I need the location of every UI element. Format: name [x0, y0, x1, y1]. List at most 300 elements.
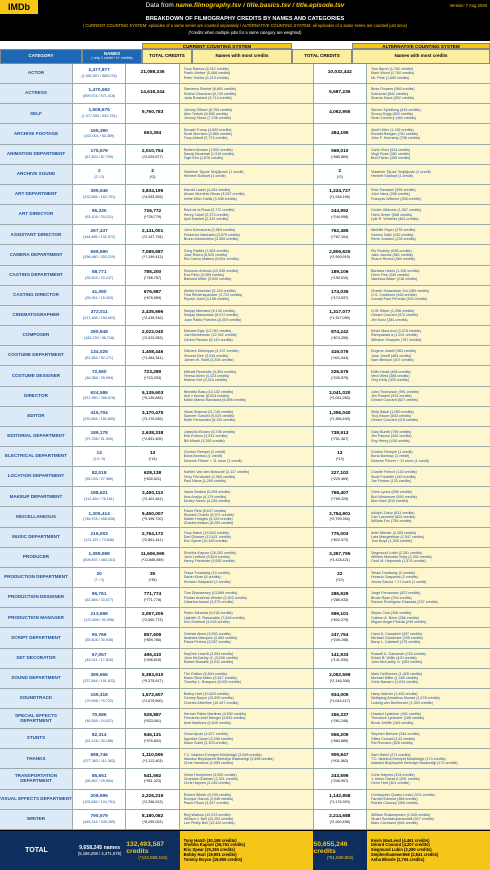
alternative-total: 256,337 — [331, 713, 349, 719]
alternative-top-name: John McCarthy Jr. (403 credits) — [370, 660, 423, 665]
current-top-name: T.C. Istanbul Emniyet Müdürlügü (3,698 credits) — [183, 752, 262, 757]
category-label: EDITOR — [0, 407, 73, 426]
table-row — [0, 346, 490, 366]
total-current-name: Tommy Boyce (19,905 credits) — [183, 856, 243, 862]
current-top-name: Shobha Kapoor (26,303 credits) — [183, 550, 237, 555]
names-count: 85,651 — [91, 773, 107, 779]
names-count-cell — [73, 467, 126, 486]
imdb-logo: IMDb — [0, 0, 38, 14]
names-count: 389,666 — [90, 672, 108, 678]
alternative-top-names — [367, 729, 490, 748]
alternative-top-name: Gene Hart (301 credits) — [370, 781, 410, 786]
table-row — [0, 145, 490, 165]
names-count: 41,080 — [91, 289, 107, 295]
alternative-weighted-total: (*874,255) — [331, 335, 349, 340]
current-top-name: Horacio Gasparini (2 credits) — [183, 579, 231, 584]
table-row — [0, 507, 490, 527]
current-total-cell — [126, 64, 179, 83]
alternative-top-name: Carl Laemmle (822 credits) — [370, 514, 416, 519]
alternative-total-cell — [314, 528, 367, 547]
current-top-name: Bill Mirarh (3,260 credits) — [183, 438, 225, 443]
alternative-top-name: Hans Dreier (568 credits) — [370, 212, 413, 217]
names-count-cell — [73, 528, 126, 547]
alternative-top-name: Cedric Gibbons (1,057 credits) — [370, 208, 421, 213]
current-top-name: Sameer Gandhi (9,020 credits) — [183, 414, 235, 419]
current-top-name: Karlien Van den Bossche (2,117 credits) — [183, 470, 250, 475]
current-top-name: Marina Viet (4,310 credits) — [183, 378, 227, 383]
alternative-top-name: Barry L. Caldwell (175 credits) — [370, 640, 421, 645]
current-total: 857,608 — [143, 632, 162, 638]
alternative-top-name: John F. Kennedy (708 credits) — [370, 136, 420, 141]
names-breakdown: (87,820 / 87,759) — [85, 154, 114, 159]
current-total-cell — [126, 769, 179, 788]
current-top-name: Dan Glosser (12,621 credits) — [183, 535, 231, 540]
names-count-cell — [73, 487, 126, 506]
alternative-top-names — [367, 104, 490, 123]
total-row — [0, 830, 490, 870]
alternative-weighted-total: (*244,998) — [331, 215, 349, 220]
alternative-top-name: Vanessa Baker (218 credits) — [370, 277, 418, 282]
current-top-name: Walter Hodges (6,339 credits) — [183, 517, 233, 522]
alternative-weighted-total: (*22) — [335, 577, 344, 582]
alternative-top-names — [367, 185, 490, 204]
alternative-total-cell — [314, 64, 367, 83]
table-row — [0, 548, 490, 568]
alternative-top-name: Patrick Clancey (365 credits) — [370, 801, 419, 806]
total-alternative-weighted: (*51,509,962) — [326, 855, 354, 860]
alternative-total: 141,933 — [331, 652, 349, 658]
alternative-top-name: Sharon Kane (802 credits) — [370, 95, 415, 100]
alternative-total: 2,041,020 — [329, 390, 351, 396]
alternative-top-name: Gérard Courant (470 credits) — [370, 313, 419, 318]
alternative-total-cell — [314, 447, 367, 466]
names-count-cell — [73, 608, 126, 627]
current-top-name: Don Endrinal (4,518 credits) — [183, 619, 230, 624]
alternative-top-names — [367, 366, 490, 385]
alternative-top-names — [367, 165, 490, 184]
current-top-name: Bruno Alexandrino (3,556 credits) — [183, 236, 239, 241]
category-label: PRODUCTION MANAGER — [0, 608, 73, 627]
alternative-top-name: Scott Fredette (140 credits) — [370, 474, 416, 479]
names-count: 415,704 — [90, 410, 108, 416]
alternative-weighted-total: (*585,869) — [331, 154, 349, 159]
alternative-top-name: Ramón Rodríguez Granada (237 credits) — [370, 599, 438, 604]
current-top-name: James W. Swift (3,304 credits) — [183, 357, 234, 362]
current-top-name: Bona Bonisso (1 credit) — [183, 454, 223, 459]
current-total-cell — [126, 225, 179, 244]
alternative-top-name: Lata Mangeshkar (1,547 credits) — [370, 535, 425, 540]
alternative-top-names — [367, 266, 490, 285]
names-breakdown: (122,698 / 90,995) — [84, 618, 115, 623]
alternative-top-names — [367, 487, 490, 506]
current-top-name: Greg Padilla (7,654 credits) — [183, 248, 229, 253]
table-row — [0, 84, 490, 104]
alternative-total-cell — [314, 346, 367, 365]
table-row — [0, 407, 490, 427]
alternative-top-names — [367, 245, 490, 264]
category-label: ART DEPARTMENT — [0, 185, 73, 204]
current-system-header: CURRENT COUNTING SYSTEM — [142, 43, 292, 49]
current-total: 2 — [151, 168, 154, 174]
current-weighted-total: (*11,685,589) — [141, 557, 164, 562]
current-top-name: Victor Humphries (3,550 credits) — [183, 772, 237, 777]
alternative-top-names — [367, 790, 490, 809]
alternative-top-names — [367, 84, 490, 103]
category-label: VISUAL EFFECTS DEPARTMENT — [0, 790, 73, 809]
names-breakdown: (103,845 / 104,751) — [83, 799, 116, 804]
current-total: 2,638,338 — [141, 430, 164, 436]
category-label: MUSIC DEPARTMENT — [0, 528, 73, 547]
alternative-weighted-total: (*769,229) — [331, 497, 349, 502]
current-top-name: Mario Soleil (3,103 credits) — [183, 740, 228, 745]
alternative-top-names — [367, 205, 490, 224]
current-weighted-total: (*496,815) — [143, 658, 162, 663]
table-row — [0, 810, 490, 830]
current-total-cell — [126, 810, 179, 829]
alternative-total-cell — [314, 245, 367, 264]
alternative-total: 1,356,040 — [329, 410, 351, 416]
alternative-total-cell — [314, 669, 367, 688]
alternative-top-name: Marc Cochrane (664 credits) — [370, 821, 418, 826]
alternative-weighted-total: (*584,885) — [331, 739, 349, 744]
alternative-top-name: Jorge Fernández (523 credits) — [370, 591, 421, 596]
current-top-names — [180, 709, 314, 728]
alternative-total-cell — [314, 487, 367, 506]
category-label: ASSISTANT DIRECTOR — [0, 225, 73, 244]
table-row — [0, 689, 490, 709]
current-weighted-total: (*2,029,677) — [142, 154, 163, 159]
total-current-top-names — [180, 831, 314, 870]
alternative-weighted-total: (*911,562) — [331, 759, 349, 764]
total-names — [73, 831, 126, 870]
alternative-top-name: John Thompson (991 credits) — [370, 389, 419, 394]
alternative-top-name: Carol A. Campbell (437 credits) — [370, 631, 423, 636]
names-count: 82,314 — [91, 733, 107, 739]
current-weighted-total: (*676,989) — [143, 295, 162, 300]
current-top-name: Alex Trebek (8,555 credits) — [183, 111, 228, 116]
alternative-total-cell — [314, 769, 367, 788]
alternative-top-name: Horacio Gasparini (2 credits) — [370, 575, 418, 580]
current-top-names — [180, 64, 314, 83]
names-count: 2,477,877 — [88, 68, 110, 74]
category-label: COSTUME DESIGNER — [0, 366, 73, 385]
current-top-name: Pedro Miranda (9,018 credits) — [183, 611, 233, 616]
alternative-total: 2,052,599 — [329, 672, 351, 678]
current-weighted-total: (*2) — [149, 174, 156, 179]
current-top-name: Frank Welker (5,468 credits) — [183, 71, 231, 76]
current-total-cell — [126, 84, 179, 103]
alternative-top-name: William Nicholas Selig (2,492 credits) — [370, 555, 432, 560]
current-total-cell — [126, 689, 179, 708]
alternative-top-name: Theodore Lydecker (188 credits) — [370, 716, 425, 721]
alternative-weighted-total: (*174,037) — [331, 295, 349, 300]
current-top-names — [180, 649, 314, 668]
total-current-name: Bobby Hart (19,951 credits) — [183, 851, 237, 857]
alternative-top-name: Adolph Zukor (831 credits) — [370, 510, 415, 515]
alternative-top-name: Pat Romano (528 credits) — [370, 740, 413, 745]
current-weighted-total: (*859,766) — [143, 638, 162, 643]
alternative-top-name: Gordon Rempel (1 credit) — [370, 450, 413, 455]
current-total-cell — [126, 205, 179, 224]
names-breakdown: (46,559 / 24,027) — [85, 718, 114, 723]
current-top-name: Sandy Benenati (1,916 credits) — [183, 152, 235, 157]
current-top-name: Eva Pinto (3,959 credits) — [183, 273, 225, 278]
table-row — [0, 245, 490, 265]
alternative-total-cell — [314, 407, 367, 426]
current-top-name: Richard Charlin (6,971 credits) — [183, 512, 234, 517]
current-weighted-total: (*533,061) — [143, 718, 162, 723]
current-names-header: Names with most credits — [192, 49, 292, 64]
current-top-name: Henry Lickel (2,373 credits) — [183, 212, 229, 217]
names-count: 175,579 — [90, 148, 108, 154]
alternative-top-name: Melville Shyer (375 credits) — [370, 228, 416, 233]
names-breakdown: (609,837 / 480,161) — [83, 557, 116, 562]
current-top-name: John McCarthy Jr. (3,036 credits) — [183, 655, 239, 660]
names-count-cell — [73, 790, 126, 809]
current-top-name: Scott Morrison (2,869 credits) — [183, 131, 233, 136]
current-weighted-total: (*2,060,773) — [142, 618, 163, 623]
total-alternative-name: Stephenhammer666 (2,841 credits) — [370, 851, 439, 857]
alternative-top-name: Sam Raimi (271 credits) — [370, 752, 411, 757]
alternative-top-name: Jenna Saccia + 17 more (1 credit) — [370, 579, 427, 584]
current-weighted-total: (*976,802) — [143, 739, 162, 744]
current-top-names — [180, 427, 314, 446]
category-label: THANKS — [0, 749, 73, 768]
alternative-total-cell — [314, 104, 367, 123]
table-row — [0, 729, 490, 749]
names-breakdown: (112,460 / 76,161) — [84, 497, 115, 502]
current-total-cell — [126, 165, 179, 184]
alternative-top-name: Bess Flowers (956 credits) — [370, 87, 415, 92]
alternative-total: 227,102 — [331, 471, 349, 477]
current-weighted-total: (*2,435,916) — [142, 315, 163, 320]
alternative-top-name: Tessa Treadway (2 credits) — [370, 571, 416, 576]
alternative-top-name: Shiiji Sakai (1,050 credits) — [370, 409, 414, 414]
alternative-total-cell — [314, 326, 367, 345]
current-total-cell — [126, 447, 179, 466]
alternative-top-name: Edwin B. Willis (420 credits) — [370, 655, 417, 660]
alternative-top-name: Carlo Vinci (434 credits) — [370, 147, 411, 152]
current-total: 946,131 — [143, 733, 162, 739]
current-top-names — [180, 608, 314, 627]
names-count: 165,390 — [90, 128, 108, 134]
names-breakdown: (396,480 / 303,210) — [83, 255, 116, 260]
current-top-name: Johnny Olson (7,236 credits) — [183, 116, 231, 121]
alternative-total: 599,101 — [331, 612, 349, 618]
names-breakdown: (81,854 / 52,171) — [85, 356, 114, 361]
current-top-names — [180, 387, 314, 406]
current-top-names — [180, 306, 314, 325]
current-top-name: Anil v Kumar (8,513 credits) — [183, 393, 230, 398]
alternative-weighted-total: (*1,248,196) — [329, 194, 350, 199]
current-weighted-total: (*7,199,413) — [142, 255, 163, 260]
current-top-names — [180, 729, 314, 748]
alternative-weighted-total: (*2,041,263) — [329, 396, 350, 401]
names-count: 280,948 — [90, 330, 108, 336]
alternative-top-name: Adolf Hitler (1,135 credits) — [370, 127, 414, 132]
alternative-top-names — [367, 568, 490, 587]
alternative-top-name: Chris Haynes (434 credits) — [370, 772, 415, 777]
alternative-weighted-total: (*261,246) — [331, 718, 349, 723]
current-top-name: Teresa Alves (4,323 credits) — [183, 373, 230, 378]
alternative-top-names — [367, 608, 490, 627]
category-rows — [0, 64, 490, 830]
alternative-top-names — [367, 145, 490, 164]
names-count-cell — [73, 346, 126, 365]
alternative-top-names — [367, 306, 490, 325]
alternative-top-name: William Shakespeare (1,545 credits) — [370, 812, 431, 817]
current-top-name: Sanjay Memane (6,130 credits) — [183, 309, 236, 314]
version-label: Version: 7 Aug 2020 — [449, 3, 487, 8]
category-label: MISCELLANEOUS — [0, 507, 73, 526]
alternative-total: 874,242 — [331, 330, 349, 336]
current-weighted-total: (*2,401,461) — [142, 497, 163, 502]
alternative-total-cell — [314, 628, 367, 647]
alternative-top-names — [367, 548, 490, 567]
current-top-name: Ariel Martinez (4,645 credits) — [183, 720, 231, 725]
names-count-cell — [73, 669, 126, 688]
names-breakdown: (54,033 / 27,985) — [85, 477, 114, 482]
current-total: 35 — [149, 572, 156, 578]
total-names-count: 9,658,245 names — [79, 845, 121, 851]
alternative-top-name: Deanne Flinzer + 11 more (1 credit) — [370, 458, 430, 463]
alternative-top-name: William Fox (754 credits) — [370, 519, 412, 524]
total-alternative-count: 50,655,246 credits — [313, 841, 348, 855]
current-top-name: Sarah Khan (6 credits) — [183, 575, 221, 580]
alternative-top-name: G.W. Bitzer (1,256 credits) — [370, 309, 415, 314]
alternative-top-name: Ludwig van Beethoven (1,393 credits) — [370, 700, 433, 705]
alternative-total: 286,929 — [331, 592, 349, 598]
current-weighted-total: (*13) — [148, 456, 157, 461]
alternative-weighted-total: (*751,387) — [331, 436, 349, 441]
current-total: 2,226,219 — [141, 793, 164, 799]
current-top-name: Fernando Ariel Mengel (4,632 credits) — [183, 716, 246, 721]
current-top-name: Omar Apolo (4,677 credits) — [183, 732, 228, 737]
current-total-cell — [126, 548, 179, 567]
alternative-top-name: Bona Bonisso (1 credit) — [370, 454, 410, 459]
alternative-weighted-total: (*767,104) — [331, 235, 349, 240]
current-weighted-total: (*771,778) — [143, 598, 162, 602]
current-total-cell — [126, 326, 179, 345]
alternative-weighted-total: (*2,146,306) — [329, 678, 350, 683]
alternative-top-names — [367, 810, 490, 829]
alternative-total: 2,214,688 — [329, 813, 351, 819]
current-total: 771,774 — [143, 592, 162, 598]
names-count-cell — [73, 387, 126, 406]
current-total: 628,138 — [143, 471, 162, 477]
alternative-top-name: Kevin MacLeod (3,378 credits) — [370, 329, 421, 334]
current-weighted-total: (*786,757) — [143, 275, 162, 280]
alternative-top-name: Skylar Cold (306 credits) — [370, 611, 412, 616]
alternative-top-name: Jim Pascoe (482 credits) — [370, 434, 412, 439]
current-top-name: Erik Emboo (3,931 credits) — [183, 434, 228, 439]
current-top-names — [180, 104, 314, 123]
names-count: 72,580 — [91, 370, 107, 376]
names-count: 1,089,998 — [88, 551, 110, 557]
current-total: 1,572,607 — [141, 692, 164, 698]
alternative-top-name: Gary Burritt (795 credits) — [370, 430, 412, 435]
current-top-names — [180, 346, 314, 365]
current-top-name: Tina Rindensparcker (3,722 credits) — [183, 293, 243, 298]
alternative-top-name: Bruce Ryan (294 credits) — [370, 595, 412, 600]
alternative-top-names — [367, 346, 490, 365]
category-label: CAMERA DEPARTMENT — [0, 245, 73, 264]
current-top-name: Tony Ramos (6,012 credits) — [183, 67, 229, 72]
alternative-total: 174,035 — [331, 289, 349, 295]
total-alternative-credits — [313, 831, 366, 870]
current-total-cell — [126, 124, 179, 143]
current-top-name: Vania Seabra (5,209 credits) — [183, 490, 231, 495]
current-total-cell — [126, 649, 179, 668]
alternative-top-names — [367, 749, 490, 768]
names-count-cell — [73, 548, 126, 567]
names-count: 20 — [96, 572, 102, 578]
current-top-name: Solomon Antonio (12,035 credits) — [183, 268, 239, 273]
category-label: ACTRESS — [0, 84, 73, 103]
alternative-top-names — [367, 709, 490, 728]
current-weighted-total: (*2,022,053) — [142, 335, 163, 340]
current-total-cell — [126, 790, 179, 809]
category-label: SCRIPT DEPARTMENT — [0, 628, 73, 647]
alternative-weighted-total: (*1,175,920) — [329, 799, 350, 804]
names-count-cell — [73, 286, 126, 305]
category-label: DIRECTOR — [0, 387, 73, 406]
current-top-name: Sameera Sherief (6,891 credits) — [183, 87, 237, 92]
alternative-top-name: Eugene Joseff (383 credits) — [370, 349, 416, 354]
table-row — [0, 286, 490, 306]
names-breakdown: (121,157 / 73,846) — [84, 537, 115, 542]
current-top-name: Paulo Filsun (3,947 credits) — [183, 801, 229, 806]
current-top-name: Rafael Brasalle (3,011 credits) — [183, 660, 234, 665]
names-count-cell — [73, 366, 126, 385]
current-weighted-total: (*4,053,593) — [142, 194, 163, 199]
current-top-name: Chris Haynes (3,246 credits) — [183, 781, 231, 786]
current-weighted-total: (*35) — [148, 577, 157, 582]
alternative-weighted-total: (*2,260,498) — [329, 819, 350, 824]
current-total: 723,289 — [143, 370, 162, 376]
alternative-top-name: Charlie French (143 credits) — [370, 470, 417, 475]
alternative-total-cell — [314, 507, 367, 526]
current-top-name: Tony Abbott (2,774 credits) — [183, 136, 228, 141]
alternative-top-names — [367, 447, 490, 466]
alternative-top-names — [367, 649, 490, 668]
total-current-name: Eric Spear (20,260 credits) — [183, 847, 235, 853]
names-breakdown: (217,408 / 154,603) — [83, 315, 116, 320]
current-top-names — [180, 205, 314, 224]
names-header-label: NAMES — [103, 51, 121, 57]
current-total: 5,139,603 — [141, 390, 164, 396]
category-column-header: CATEGORY — [0, 49, 82, 64]
alternative-weighted-total: (*13) — [335, 456, 344, 461]
current-top-names — [180, 628, 314, 647]
table-row — [0, 185, 490, 205]
current-top-name: Mario Silva Mário (5,617 credits) — [183, 676, 237, 681]
names-count: 790,579 — [90, 813, 108, 819]
names-count: 1,608,676 — [88, 108, 110, 114]
names-breakdown: (445,314 / 345,265) — [83, 819, 116, 824]
names-count: 58,771 — [91, 269, 107, 275]
current-total-cell — [126, 467, 179, 486]
alternative-top-name: Troy Brown (633 credits) — [370, 414, 412, 419]
current-total: 2,764,172 — [141, 531, 164, 537]
alternative-top-name: Stuart Sundiampanandali (927 credits) — [370, 817, 434, 822]
names-breakdown: (237,844 / 151,822) — [83, 678, 116, 683]
alternative-total-cell — [314, 568, 367, 587]
current-top-name: Celeste Alves (3,953 credits) — [183, 631, 231, 636]
alternative-total: 1,224,727 — [329, 189, 351, 195]
alternative-weighted-total: (*602,279) — [331, 618, 349, 623]
alternative-total: 189,106 — [331, 269, 349, 275]
